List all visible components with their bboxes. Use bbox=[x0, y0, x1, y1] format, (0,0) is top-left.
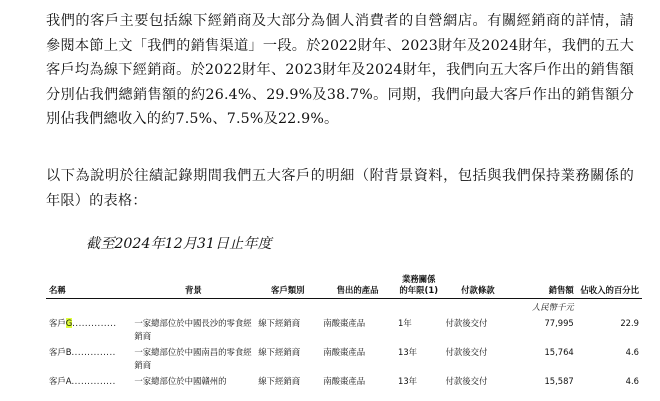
header-years: 業務關係的年限(1) bbox=[395, 274, 442, 299]
table-header-row bbox=[46, 274, 642, 299]
customer-background: 一家總部位於中國長沙的零食經銷商 bbox=[134, 318, 252, 341]
header-background: 背景 bbox=[131, 274, 255, 299]
customer-name: 客戶B.............. bbox=[49, 347, 116, 357]
customer-type: 線下經銷商 bbox=[258, 318, 301, 328]
products-sold: 南酸棗產品 bbox=[323, 347, 366, 357]
products-sold: 南酸棗產品 bbox=[323, 318, 366, 328]
period-subheading: 截至2024年12月31日止年度 bbox=[86, 236, 272, 252]
table-row bbox=[46, 314, 642, 343]
payment-terms: 付款後交付 bbox=[445, 347, 488, 357]
header-payment-terms: 付款條款 bbox=[442, 274, 513, 299]
sales-amount: 77,995 bbox=[544, 318, 574, 328]
customer-name: 客戶G.............. bbox=[49, 318, 117, 328]
top-customers-table bbox=[46, 274, 642, 388]
table-row bbox=[46, 343, 642, 372]
relationship-years: 13年 bbox=[398, 347, 418, 357]
revenue-percent: 4.6 bbox=[625, 347, 639, 357]
table-row bbox=[46, 372, 642, 388]
sales-unit-label: 人民幣千元 bbox=[531, 302, 574, 312]
header-products: 售出的產品 bbox=[320, 274, 395, 299]
products-sold: 南酸棗產品 bbox=[323, 376, 366, 386]
customer-type: 線下經銷商 bbox=[258, 347, 301, 357]
customer-background: 一家總部位於中國南昌的零食經銷商 bbox=[134, 347, 252, 370]
header-name: 名稱 bbox=[46, 274, 131, 299]
header-customer-type: 客戶類別 bbox=[255, 274, 320, 299]
sales-amount: 15,587 bbox=[544, 376, 574, 386]
revenue-percent: 4.6 bbox=[625, 376, 639, 386]
highlighted-text: G bbox=[65, 318, 73, 328]
relationship-years: 13年 bbox=[398, 376, 418, 386]
intro-paragraph: 我們的客戶主要包括線下經銷商及大部分為個人消費者的自營網店。有關經銷商的詳情，請參閱本節上文「我們的銷售渠道」一段。於2022財年、2023財年及2024財年，我們的五大客戶均為線下經銷商。於2022財年、2023財年及2024財年，我們向五大客戶作出的銷售額分別佔我們總銷售額的約26.4%、29.9%及38.7%。同期，我們向最大客戶作出的銷售額分別佔我們總收入的約7.5%、7.5%及22.9%。 bbox=[46, 13, 634, 128]
table-intro-paragraph: 以下為說明於往績記錄期間我們五大客戶的明細（附背景資料，包括與我們保持業務關係的年限）的表格： bbox=[46, 168, 634, 209]
header-percent: 佔收入的百分比 bbox=[577, 274, 642, 299]
relationship-years: 1年 bbox=[398, 318, 412, 328]
payment-terms: 付款後交付 bbox=[445, 376, 488, 386]
payment-terms: 付款後交付 bbox=[445, 318, 488, 328]
customer-background: 一家總部位於中國贛州的 bbox=[134, 376, 227, 386]
customer-type: 線下經銷商 bbox=[258, 376, 301, 386]
header-sales: 銷售額 bbox=[513, 274, 576, 299]
customer-name: 客戶A.............. bbox=[49, 376, 116, 386]
sales-amount: 15,764 bbox=[544, 347, 574, 357]
unit-row bbox=[46, 299, 642, 315]
revenue-percent: 22.9 bbox=[620, 318, 639, 328]
